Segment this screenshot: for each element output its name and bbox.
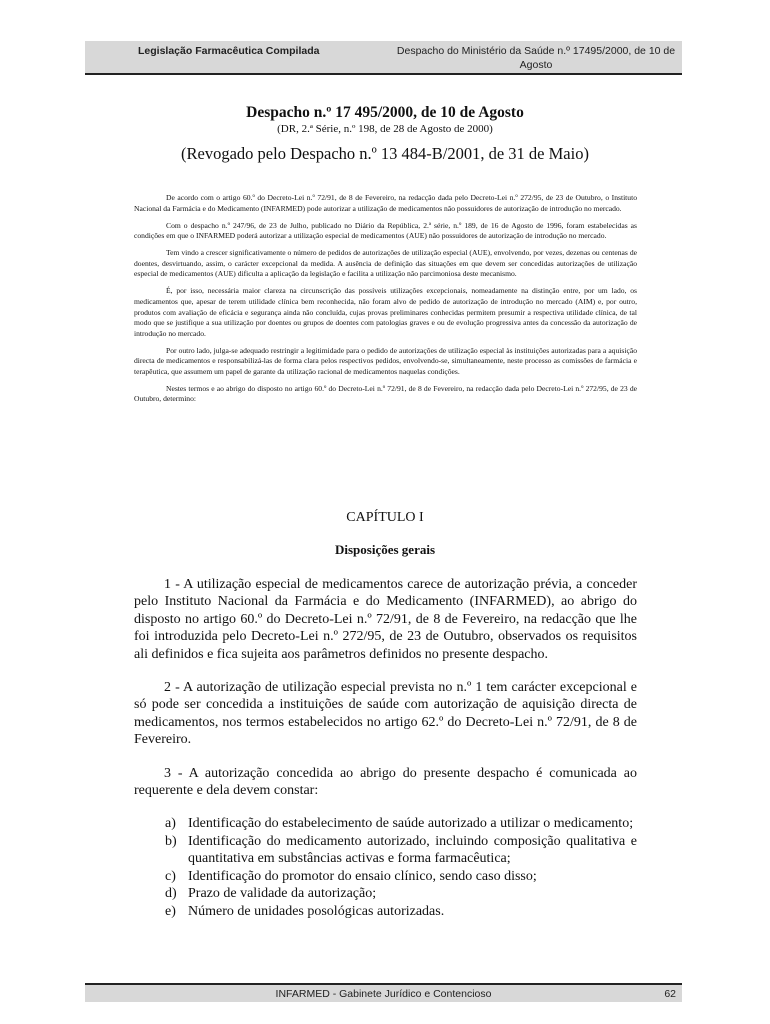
article-paragraph: 1 - A utilização especial de medicamentos carece de autorização prévia, a conceder pelo Instituto Nacional da Farmácia e do Medicamento (INFARMED), ao abrigo do disposto no artigo 60.º do Decreto-Lei n.º 72/91, de 8 de Fevereiro, na redacção que lhe foi introduzida pelo Decreto-Lei n.º 272/95, de 23 de Outubro, observados os requisitos ali definidos e fica sujeita aos parâmetros definidos no presente despacho.: [134, 577, 637, 662]
list-item: [165, 868, 637, 885]
page-footer: [85, 983, 682, 1002]
chapter-heading: CAPÍTULO I: [346, 510, 424, 525]
list-item: [165, 833, 637, 868]
list-item-text: Prazo de validade da autorização;: [188, 886, 377, 902]
article-paragraph: 2 - A autorização de utilização especial prevista no n.º 1 tem carácter excepcional e só pode ser concedida a instituições de saúde com autorização de aquisição directa de medicamentos, nos termos estabelecidos no artigo 62.º do Decreto-Lei n.º 72/91, de 8 de Fevereiro.: [134, 680, 637, 748]
list-item: [165, 903, 637, 920]
list-marker: b): [165, 833, 177, 849]
preamble-paragraph: De acordo com o artigo 60.º do Decreto-Lei n.º 72/91, de 8 de Fevereiro, na redacção dada pelo Decreto-Lei n.º 272/95, de 23 de Outubro, o Instituto Nacional da Farmácia e do Medicamento (INFARMED) pode autorizar a utilização de medicamentos não possuidores de autorização de introdução no mercado.: [134, 193, 637, 213]
preamble-paragraph: Com o despacho n.º 247/96, de 23 de Julho, publicado no Diário da República, 2.ª série, n.º 189, de 16 de Agosto de 1996, foram estabelecidas as condições em que o INFARMED poderá autorizar a utilização especial de medicamentos (AUE) não possuidores de autorização de introdução no mercado.: [134, 220, 637, 241]
list-marker: e): [165, 903, 176, 919]
preamble-paragraph: É, por isso, necessária maior clareza na circunscrição das possíveis utilizações excepcionais, nomeadamente na distinção entre, por um lado, os medicamentos que, apesar de terem utilidade clínica bem reconhecida, não foram alvo de pedido de autorização de introdução no mercado (AIM) e, por outro, produtos com avaliação de eficácia e segurança ainda não concluída, cujas provas preliminares conhecidas permitem presumir a respectiva utilidade clínica, de tal modo que se justifique a sua utilização por doentes ou grupos de doentes com patologias graves e ou de evolução progressiva antes da concessão da autorização de introdução no mercado.: [134, 286, 637, 338]
page-header: [85, 41, 682, 75]
list-marker: a): [165, 816, 176, 832]
list-item-text: Identificação do promotor do ensaio clínico, sendo caso disso;: [188, 868, 537, 884]
articles: [134, 576, 637, 920]
list-item-text: Identificação do medicamento autorizado, incluindo composição qualitativa e quantitativa em substâncias activas e forma farmacêutica;: [188, 833, 637, 867]
preamble-paragraph: Por outro lado, julga-se adequado restringir a legitimidade para o pedido de autorizações de utilização especial às instituições autorizadas para a aquisição directa de medicamentos e responsabilizá-las de forma clara pelos respectivos pedidos, envolvendo-se, simultaneamente, neste processo as comissões de farmácia e terapêutica, que assumem um papel de garante da utilização racional de medicamentos naquelas condições.: [134, 345, 637, 376]
list-item: [165, 885, 637, 902]
header-book-title: Legislação Farmacêutica Compilada: [138, 45, 320, 57]
preamble-paragraph: Tem vindo a crescer significativamente o número de pedidos de autorizações de utilização especial (AUE), envolvendo, por vezes, dezenas ou centenas de doentes, desvirtuando, assim, o carácter excepcional da medida. A ausência de definição das situações em que devem ser concedidas autorizações de utilização especial de medicamentos (AUE) dificulta a aplicação da legislação e facilita a utilização não parcimoniosa deste mecanismo.: [134, 248, 637, 279]
header-document-reference: Despacho do Ministério da Saúde n.º 17495/2000, de 10 de Agosto: [396, 45, 676, 71]
requirements-list: [134, 815, 637, 919]
page-number: 62: [664, 988, 676, 1000]
document-title: Despacho n.º 17 495/2000, de 10 de Agosto: [246, 104, 524, 121]
list-marker: c): [165, 868, 176, 884]
footer-organization: INFARMED - Gabinete Jurídico e Contencioso: [275, 988, 492, 1000]
list-marker: d): [165, 886, 177, 902]
publication-reference: (DR, 2.ª Série, n.º 198, de 28 de Agosto de 2000): [277, 123, 493, 135]
preamble: [134, 193, 637, 411]
section-heading: Disposições gerais: [334, 542, 436, 557]
list-item-text: Identificação do estabelecimento de saúde autorizado a utilizar o medicamento;: [188, 816, 634, 832]
preamble-paragraph: Nestes termos e ao abrigo do disposto no artigo 60.º do Decreto-Lei n.º 72/91, de 8 de Fevereiro, na redacção dada pelo Decreto-Lei n.º 272/95, de 23 de Outubro, determino:: [134, 383, 637, 404]
list-item-text: Número de unidades posológicas autorizadas.: [188, 903, 445, 919]
list-item: [165, 815, 637, 832]
revocation-note: (Revogado pelo Despacho n.º 13 484-B/2001, de 31 de Maio): [181, 144, 589, 163]
article-paragraph: 3 - A autorização concedida ao abrigo do presente despacho é comunicada ao requerente e dela devem constar:: [134, 765, 637, 799]
